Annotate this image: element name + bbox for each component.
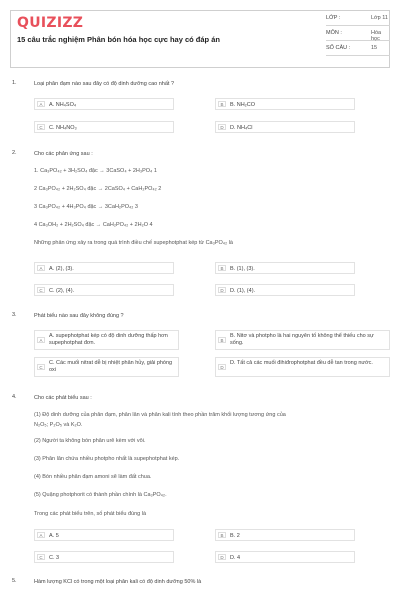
statement-line: (4) Bón nhiều phân đạm amoni sẽ làm đất chua.: [34, 474, 152, 480]
question-text: Loại phân đạm nào sau đây có độ dinh dưỡng cao nhất ?: [34, 81, 175, 87]
option-letter: D: [218, 554, 226, 560]
option-d[interactable]: [215, 357, 390, 377]
meta-value: Lớp 11: [371, 15, 388, 21]
option-text: C. Các muối nitrat dễ bị nhiệt phân hủy, giải phóng oxi: [49, 360, 173, 373]
option-b[interactable]: [215, 262, 355, 274]
option-text: C. NH₄NO₃: [49, 125, 77, 131]
meta-row-subject: [326, 26, 390, 41]
statement-line: (3) Phân lân chứa nhiều photpho nhất là supephotphat kép.: [34, 456, 180, 462]
question-text: Phát biểu nào sau đây không đúng ?: [34, 313, 124, 319]
question-text: Cho các phát biểu sau :: [34, 395, 92, 401]
meta-row-count: [326, 41, 390, 56]
option-c[interactable]: [34, 284, 174, 296]
option-text: A. NH₄SO₄: [49, 102, 77, 108]
option-d[interactable]: [215, 284, 355, 296]
meta-key: SỐ CÂU :: [326, 45, 351, 51]
option-c[interactable]: [34, 357, 179, 377]
option-a[interactable]: [34, 262, 174, 274]
option-letter: A: [37, 101, 45, 107]
option-a[interactable]: [34, 529, 174, 541]
option-text: A. supephotphat kép có độ dinh dưỡng thấp hơn supephotphat đơn.: [49, 333, 168, 346]
worksheet-meta: [326, 11, 390, 67]
option-text: C. 3: [49, 555, 60, 561]
statement-line: N₂O₅; P₂O₅ và K₂O.: [34, 422, 83, 428]
meta-key: MÔN :: [326, 30, 342, 36]
option-text: A. (2), (3).: [49, 266, 74, 272]
option-text: D. NH₄Cl: [230, 125, 253, 131]
option-letter: C: [37, 364, 45, 370]
question-subtext: Những phản ứng xảy ra trong quá trình điều chế supephotphat kép từ Ca₃PO₄₂ là: [34, 240, 233, 246]
option-b[interactable]: [215, 330, 390, 350]
option-letter: B: [218, 337, 226, 343]
option-letter: A: [37, 532, 45, 538]
option-text: C. (2), (4).: [49, 288, 75, 294]
question-text: Cho các phản ứng sau :: [34, 151, 93, 157]
question-number: 5.: [12, 578, 17, 584]
option-text: D. (1), (4).: [230, 288, 256, 294]
question-number: 3.: [12, 312, 17, 318]
option-a[interactable]: [34, 98, 174, 110]
question-number: 4.: [12, 394, 17, 400]
question-number: 2.: [12, 150, 17, 156]
worksheet-header: [10, 10, 390, 68]
meta-key: LỚP :: [326, 15, 341, 21]
option-text: A. 5: [49, 533, 59, 539]
option-text: D. 4: [230, 555, 241, 561]
option-letter: B: [218, 265, 226, 271]
question-number: 1.: [12, 80, 17, 86]
option-c[interactable]: [34, 551, 174, 563]
option-letter: A: [37, 337, 45, 343]
option-letter: D: [218, 287, 226, 293]
option-d[interactable]: [215, 121, 355, 133]
option-text: B. (1), (3).: [230, 266, 255, 272]
option-letter: D: [218, 124, 226, 130]
reaction-line: 1. Ca₃PO₄₂ + 3H₂SO₄ đặc → 3CaSO₄ + 2H₃PO₄ 1: [34, 168, 157, 174]
option-letter: C: [37, 287, 45, 293]
option-a[interactable]: [34, 330, 179, 350]
option-d[interactable]: [215, 551, 355, 563]
option-b[interactable]: [215, 529, 355, 541]
reaction-line: 4 Ca₃OH₂ + 2H₂SO₄ đặc → CaH₂PO₄₂ + 2H₂O 4: [34, 222, 153, 228]
statement-line: (1) Độ dinh dưỡng của phân đạm, phân lân và phân kali tính theo phần trăm khối lượng tương ứng của: [34, 412, 286, 418]
option-text: B. 2: [230, 533, 240, 539]
option-letter: B: [218, 101, 226, 107]
option-letter: D: [218, 364, 226, 370]
statement-line: (2) Người ta không bón phân urê kèm với vôi.: [34, 438, 146, 444]
reaction-line: 2 Ca₃PO₄₂ + 2H₂SO₄ đặc → 2CaSO₄ + CaH₂PO₄₂ 2: [34, 186, 162, 192]
option-letter: A: [37, 265, 45, 271]
meta-value: 15: [371, 45, 378, 51]
reaction-line: 3 Ca₃PO₄₂ + 4H₃PO₄ đặc → 3CaH₂PO₄₂ 3: [34, 204, 138, 210]
meta-value: Hóa học: [371, 30, 382, 42]
option-letter: B: [218, 532, 226, 538]
option-b[interactable]: [215, 98, 355, 110]
option-letter: C: [37, 554, 45, 560]
worksheet-title: 15 câu trắc nghiệm Phân bón hóa học cực hay có đáp án: [17, 35, 220, 44]
question-subtext: Trong các phát biểu trên, số phát biểu đúng là: [34, 511, 147, 517]
option-text: B. Nitơ và photpho là hai nguyên tố không thể thiếu cho sự sống.: [230, 333, 374, 346]
option-c[interactable]: [34, 121, 174, 133]
option-text: D. Tất cả các muối đihiđrophotphat đều dễ tan trong nước.: [230, 360, 373, 366]
option-letter: C: [37, 124, 45, 130]
statement-line: (5) Quặng photphorit có thành phần chính là Ca₃PO₄₂.: [34, 492, 167, 498]
question-text: Hàm lượng KCl có trong một loại phân kali có độ dinh dưỡng 50% là: [34, 579, 202, 585]
meta-row-class: [326, 11, 390, 26]
quizizz-logo: QUIZIZZ: [17, 15, 84, 31]
option-text: B. NH₂CO: [230, 102, 256, 108]
